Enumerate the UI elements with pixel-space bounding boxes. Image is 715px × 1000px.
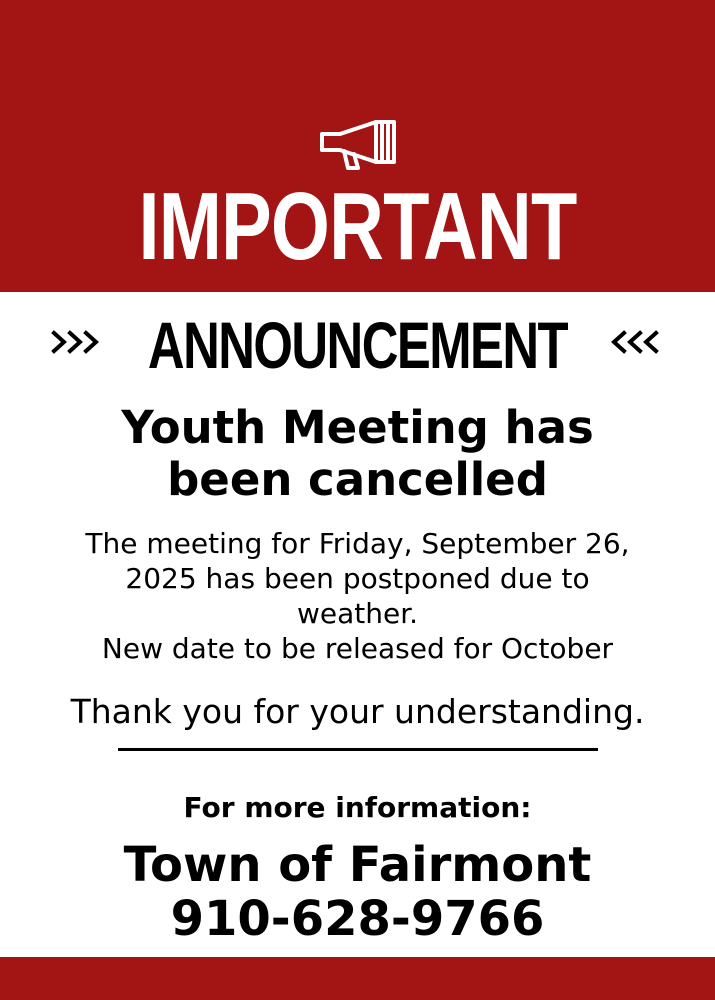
body-line-1: The meeting for Friday, September 26, (85, 527, 630, 560)
important-title: IMPORTANT (138, 173, 577, 280)
headline-line-2: been cancelled (167, 453, 548, 506)
body-text (0, 526, 715, 666)
announcement-label: ANNOUNCEMENT (147, 308, 568, 382)
megaphone-icon (318, 118, 398, 173)
announcement-banner (0, 310, 715, 380)
chevrons-left-icon (600, 322, 660, 362)
body-line-3: weather. (296, 597, 419, 630)
phone-number: 910-628-9766 (170, 891, 545, 947)
divider (118, 748, 598, 751)
headline-line-1: Youth Meeting has (121, 401, 594, 454)
more-info-label: For more information: (183, 791, 532, 824)
thank-you-text: Thank you for your understanding. (70, 692, 645, 731)
body-line-4: New date to be released for October (101, 632, 614, 665)
organization-name: Town of Fairmont (123, 837, 592, 893)
footer-band (0, 957, 715, 1000)
headline (0, 402, 715, 506)
body-line-2: 2025 has been postponed due to (125, 562, 590, 595)
